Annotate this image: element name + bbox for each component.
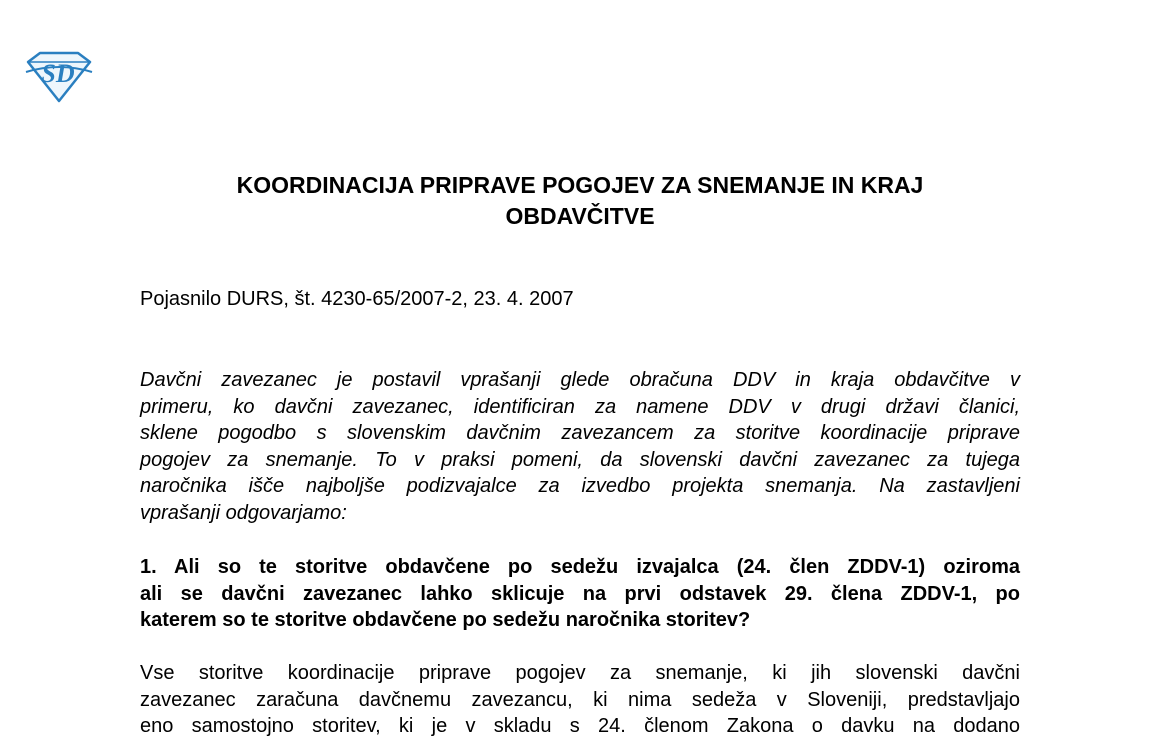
svg-text:SD: SD: [41, 59, 75, 88]
text-line: katerem so te storitve obdavčene po sedežu naročnika storitev?: [140, 609, 751, 631]
intro-paragraph: [140, 367, 1020, 526]
text-line: Vse storitve koordinacije priprave pogojev za snemanje, ki jih slovenski davčni: [140, 662, 1020, 684]
text-line: pogojev za snemanje. To v praksi pomeni, da slovenski davčni zavezanec za tujega: [140, 448, 1020, 471]
text-line: zavezanec zaračuna davčnemu zavezancu, ki nima sedeža v Sloveniji, predstavljajo: [140, 688, 1020, 711]
document-title: [140, 170, 1020, 232]
text-line: 1. Ali so te storitve obdavčene po sedežu izvajalca (24. člen ZDDV-1) oziroma: [140, 556, 1020, 578]
text-line: primeru, ko davčni zavezanec, identificiran za namene DDV v drugi državi članici,: [140, 395, 1020, 418]
answer-paragraph: [140, 660, 1020, 740]
text-line: ali se davčni zavezanec lahko sklicuje na prvi odstavek 29. člena ZDDV-1, po: [140, 582, 1020, 605]
title-line: OBDAVČITVE: [505, 203, 655, 229]
text-line: vprašanji odgovarjamo:: [140, 501, 347, 524]
text-line: naročnika išče najboljše podizvajalce za izvedbo projekta snemanja. Na zastavljeni: [140, 475, 1020, 497]
text-line: eno samostojno storitev, ki je v skladu s 24. členom Zakona o davku na dodano: [140, 715, 1020, 737]
question-heading: [140, 554, 1020, 634]
sd-logo-icon: [22, 50, 96, 104]
title-line: KOORDINACIJA PRIPRAVE POGOJEV ZA SNEMANJE IN KRAJ: [236, 172, 924, 198]
text-line: sklene pogodbo s slovenskim davčnim zavezancem za storitve koordinacije priprave: [140, 422, 1020, 444]
document-reference: Pojasnilo DURS, št. 4230-65/2007-2, 23. 4. 2007: [140, 288, 574, 310]
text-line: Davčni zavezanec je postavil vprašanji glede obračuna DDV in kraja obdavčitve v: [140, 369, 1020, 391]
